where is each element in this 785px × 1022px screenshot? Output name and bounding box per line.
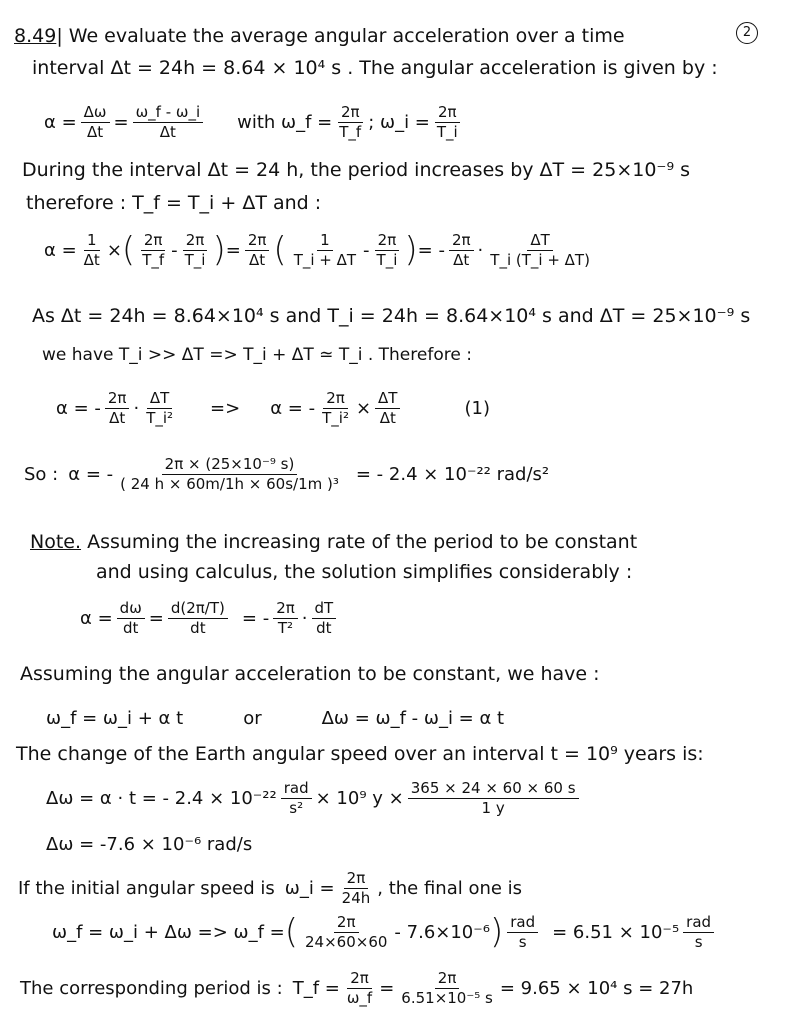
- text-line: and using calculus, the solution simplifies considerably :: [96, 561, 633, 583]
- text-line: we have T_i >> ΔT => T_i + ΔT ≃ T_i . Therefore :: [42, 345, 472, 365]
- note-line: Note. Assuming the increasing rate of the period to be constant: [30, 531, 638, 553]
- problem-intro-line: 8.49| We evaluate the average angular acceleration over a time: [14, 25, 625, 47]
- equation-alpha-expanded: α = $\frac{1}{\Delta t}$ × ( $\frac{2\pi}{T\_f}$ - $\frac{2\pi}{T\_i}$ ) = $\frac{2\pi}{\Delta t}$ ( $\frac{1}{T\_i + \Delta T}$ - $\frac{2\pi}{T\_i}$ ) = - $\frac{2\pi}{\Delta t}$ · $\frac{\Delta T}{T\_i (T\_i + \Delta T)}$: [44, 230, 590, 270]
- fraction: $\frac{\Delta\omega}{\Delta t}$: [81, 104, 110, 140]
- text-line: Assuming the angular acceleration to be constant, we have :: [20, 663, 600, 685]
- problem-label: 8.49: [14, 25, 57, 47]
- fraction: $\frac{2\pi}{T\_f}$: [339, 103, 362, 141]
- equation-alpha-approx: α = - $\frac{2\pi}{\Delta t}$ · $\frac{\Delta T}{\text{T\_i²}}$ => α = - $\frac{2\pi}{\text{T\_i²}}$ × $\frac{\Delta T}{\Delta t}$ (1): [56, 389, 490, 427]
- text-line: As Δt = 24h = 8.64×10⁴ s and T_i = 24h = 8.64×10⁴ s and ΔT = 25×10⁻⁹ s: [32, 305, 751, 327]
- note-label: Note.: [30, 531, 82, 553]
- text-line: The change of the Earth angular speed over an interval t = 10⁹ years is:: [16, 743, 704, 765]
- text-line: therefore : T_f = T_i + ΔT and :: [26, 192, 322, 214]
- equation-kinematics: ω_f = ω_i + α t or Δω = ω_f - ω_i = α t: [46, 708, 505, 729]
- equation-calculus: α = $\frac{d\omega}{dt}$ = $\frac{d(2\pi/T)}{dt}$ = - $\frac{2\pi}{\text{T²}}$ · $\frac{dT}{dt}$: [80, 600, 340, 636]
- fraction: $\frac{2\pi}{T\_i}$: [436, 103, 458, 141]
- text-line: We evaluate the average angular acceleration over a time: [68, 25, 625, 47]
- text-line: During the interval Δt = 24 h, the period increases by ΔT = 25×10⁻⁹ s: [22, 159, 690, 181]
- fraction: $\frac{\omega\_f - \omega\_i}{\Delta t}$: [133, 104, 204, 140]
- equation-alpha-numeric: So : α = - $\frac{\text{2π × (25×10⁻⁹ s)}}{\text{( 24 h × 60m/1h × 60s/1m )³}}$ = - 2.4 × 10⁻²² rad/s²: [24, 455, 550, 493]
- initial-speed-line: If the initial angular speed is ω_i = $\frac{2\pi}{24h}$ , the final one is: [18, 869, 523, 907]
- equation-delta-omega-result: Δω = -7.6 × 10⁻⁶ rad/s: [46, 834, 253, 855]
- equation-delta-omega: Δω = α · t = - 2.4 × 10⁻²² $\frac{\text{rad}}{\text{s²}}$ × 10⁹ y × $\frac{365 \times 24 \times 60 \times 60 s}{1 y}$: [46, 780, 583, 816]
- equation-final-period: The corresponding period is : T_f = $\frac{2\pi}{\omega\_f}$ = $\frac{2\pi}{\text{6.51×10⁻⁵ s}}$ = 9.65 × 10⁴ s = 27h: [20, 969, 694, 1007]
- text-line: interval Δt = 24h = 8.64 × 10⁴ s . The angular acceleration is given by :: [32, 57, 718, 79]
- equation-tag: (1): [464, 397, 490, 419]
- page-number-badge: 2: [736, 22, 758, 44]
- equation-final-speed: ω_f = ω_i + Δω => ω_f = ( $\frac{2\pi}{24\times 60\times 60}$ - 7.6×10⁻⁶ ) $\frac{\text{rad}}{s}$ = 6.51 × 10⁻⁵ $\frac{\text{rad}}{s}$: [52, 914, 718, 950]
- equation-alpha-definition: α = $\frac{\Delta\omega}{\Delta t}$ = $\frac{\omega\_f - \omega\_i}{\Delta t}$ with ω_f = $\frac{2\pi}{T\_f}$ ; ω_i = $\frac{2\pi}{T\_i}$: [44, 104, 465, 140]
